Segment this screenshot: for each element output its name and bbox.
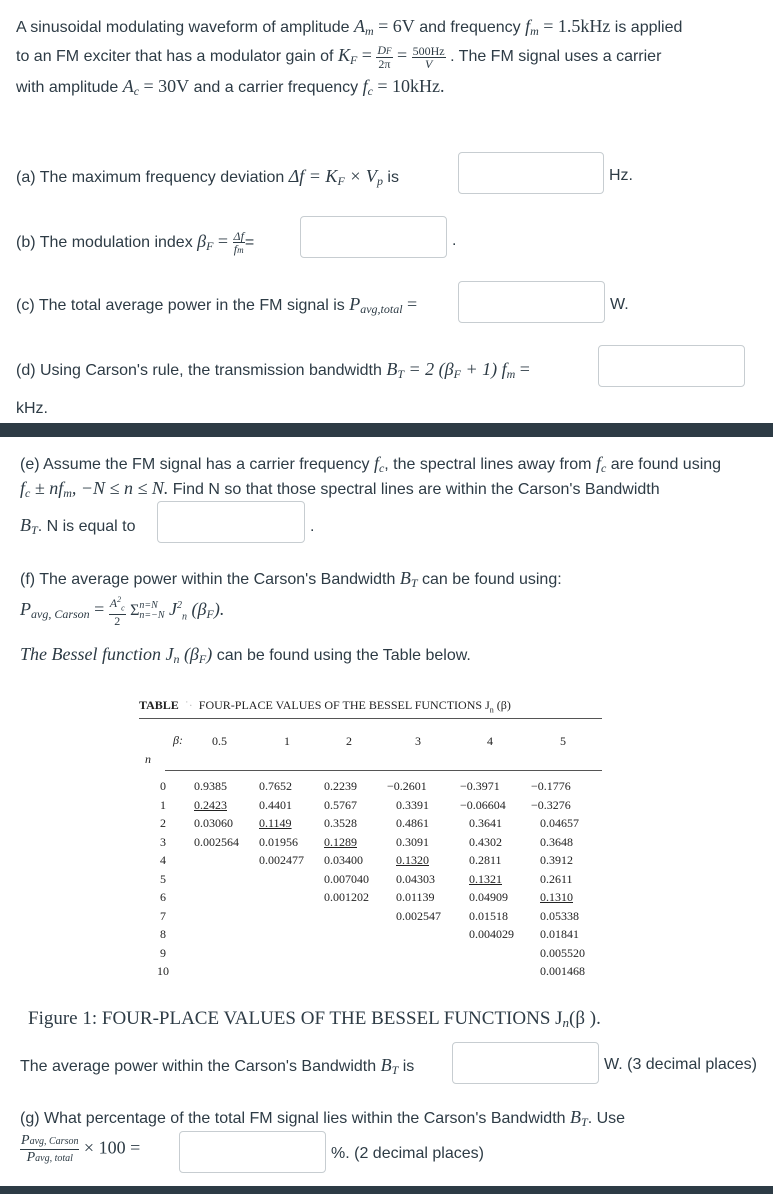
table-cell: 0.4861 [396,816,429,830]
table-cell: −0.06604 [460,797,506,812]
question-g-line-1: (g) What percentage of the total FM signal lies within the Carson's Bandwidth $B_T$. Use [20,1107,626,1129]
table-cell: 0.007040 [324,871,369,886]
table-cell: 0.5767 [324,797,357,812]
table-col-1 [259,777,304,870]
table-cell: 0.2811 [469,853,502,867]
table-cell: 8 [160,927,166,941]
question-e-line-3: $B_T$. N is equal to [20,515,136,537]
table-cell: 0.7652 [259,779,292,793]
table-cell: 0.3391 [396,797,429,812]
table-n-label: n [145,752,151,766]
table-cell: 0.2423 [194,797,227,812]
table-cell: 0.2239 [324,779,357,793]
table-cell: 9 [160,945,166,960]
table-cell: 0.9385 [194,779,227,793]
question-d: (d) Using Carson's rule, the transmission bandwidth $B_T = 2$ $(\beta_F + 1) f_m$ = [16,359,530,381]
unit-a: Hz. [609,167,633,184]
answer-g-input[interactable] [179,1131,326,1173]
question-b: (b) The modulation index $\beta_F$ = $\frac{\Delta f}{fm}$ = [16,229,255,256]
bessel-note: The Bessel function $J_n$ $(\beta_F)$ can be found using the Table below. [20,644,471,666]
table-cell: 0.004029 [469,927,514,941]
table-cell: 0.3648 [540,834,573,849]
table-col-4 [460,777,514,944]
table-cell: 0.3091 [396,834,429,849]
table-cell: 0.03060 [194,816,233,830]
table-cell: 0.001468 [540,964,585,978]
table-cell: 0.1320 [396,853,429,867]
question-c: (c) The total average power in the FM signal is $P_{avg,total}$ = [16,294,418,316]
table-header-3: 3 [415,734,421,748]
table-header-4: 4 [487,734,493,748]
table-col-2 [324,777,369,907]
table-col-5 [531,777,585,981]
table-cell: 0.4401 [259,797,292,812]
question-e-line-2: $f_c \pm nf_m$, −N ≤ n ≤ N. Find N so that those spectral lines are within the Carson's Bandwidth [20,478,660,500]
table-cell: 6 [160,890,166,904]
table-header-1: 1 [284,734,290,748]
answer-c-input[interactable] [458,281,605,323]
table-beta-label: β: [173,733,183,747]
percentage-formula: $\frac{\text{Pavg, Carson}}{\text{Pavg, total}}$ × 100 = [21,1133,141,1165]
intro-line-1: A sinusoidal modulating waveform of amplitude $A_m = 6V$ and frequency $f_m = 1.5kHz$ is applied [16,16,683,38]
answer-e-input[interactable] [157,501,305,543]
table-cell: 5 [160,871,166,886]
table-cell: −0.1776 [531,779,571,793]
table-header-0.5: 0.5 [212,734,227,748]
table-rule-header [165,770,602,771]
table-cell: 0.1310 [540,890,573,904]
table-cell: 0.1149 [259,816,292,830]
table-cell: 0 [160,779,166,793]
table-cell: 0.1321 [469,871,502,886]
table-cell: 0.04303 [396,871,435,886]
table-cell: 0.4302 [469,834,502,849]
table-cell: 0.1289 [324,834,357,849]
table-rule-top [139,718,602,719]
table-cell: 4 [160,853,166,867]
table-cell: 0.05338 [540,908,579,923]
intro-line-3: with amplitude $A_c = 30V$ and a carrier frequency $f_c = 10kHz$. [16,76,445,98]
table-cell: 10 [157,964,169,978]
answer-b-input[interactable] [300,216,447,258]
table-cell: 0.3912 [540,853,573,867]
table-cell: 0.005520 [540,945,585,960]
table-cell: −0.3971 [460,779,500,793]
table-title: TABLE ˙· FOUR-PLACE VALUES OF THE BESSEL FUNCTIONS $J_n$ (β) [139,698,511,715]
dot-e: . [310,518,315,535]
table-col-3 [387,777,441,925]
unit-g: %. (2 decimal places) [331,1145,484,1162]
table-col-0.5 [194,777,239,851]
table-cell: 0.04657 [540,816,579,830]
unit-c: W. [610,296,629,313]
table-cell: 0.04909 [469,890,508,904]
table-cell: 0.002547 [396,908,441,923]
table-cell: 0.01518 [469,908,508,923]
table-cell: 7 [160,908,166,923]
table-cell: 0.01956 [259,834,298,849]
unit-d: kHz. [16,400,48,417]
question-f-line-1: (f) The average power within the Carson's Bandwidth $B_T$ can be found using: [20,568,562,590]
dot-b: . [452,232,457,249]
table-cell: 1 [160,797,166,812]
figure-caption: Figure 1: FOUR-PLACE VALUES OF THE BESSEL FUNCTIONS Jn(β ). [28,1008,601,1030]
question-e-line-1: (e) Assume the FM signal has a carrier frequency $f_c$, the spectral lines away from $f_c$ are found using [20,453,722,475]
table-cell: 2 [160,816,166,830]
table-header-5: 5 [560,734,566,748]
table-cell: 0.01841 [540,927,579,941]
question-a: (a) The maximum frequency deviation $\Delta f = K_F \times V_p$ is [16,166,399,188]
answer-f-input[interactable] [452,1042,599,1084]
power-formula: $P_{avg, Carson}$ = $\frac{A^2_c}{2}$ Σ n=N n=−N $J^2_n$ $(\beta_F)$. [20,595,225,629]
table-cell: 0.2611 [540,871,573,886]
table-cell: 0.002564 [194,834,239,849]
bottom-bar [0,1186,773,1194]
question-f-result: The average power within the Carson's Bandwidth $B_T$ is [20,1055,415,1077]
table-cell: 0.03400 [324,853,363,867]
table-cell: −0.2601 [387,779,427,793]
table-cell: 0.3528 [324,816,357,830]
table-cell: 0.002477 [259,853,304,867]
table-header-2: 2 [346,734,352,748]
divider-bar [0,423,773,437]
table-cell: 0.01139 [396,890,435,904]
answer-d-input[interactable] [598,345,745,387]
intro-line-2: to an FM exciter that has a modulator gain of $K_F$ = $\frac{DF}{2\pi}$ = $\frac{500Hz}{V}$ . The FM signal uses a carrier [16,43,662,71]
table-col-n [156,777,170,981]
unit-f: W. (3 decimal places) [604,1056,757,1073]
table-cell: 0.001202 [324,890,369,904]
answer-a-input[interactable] [458,152,604,194]
table-cell: 3 [160,834,166,849]
table-cell: −0.3276 [531,797,571,812]
table-cell: 0.3641 [469,816,502,830]
